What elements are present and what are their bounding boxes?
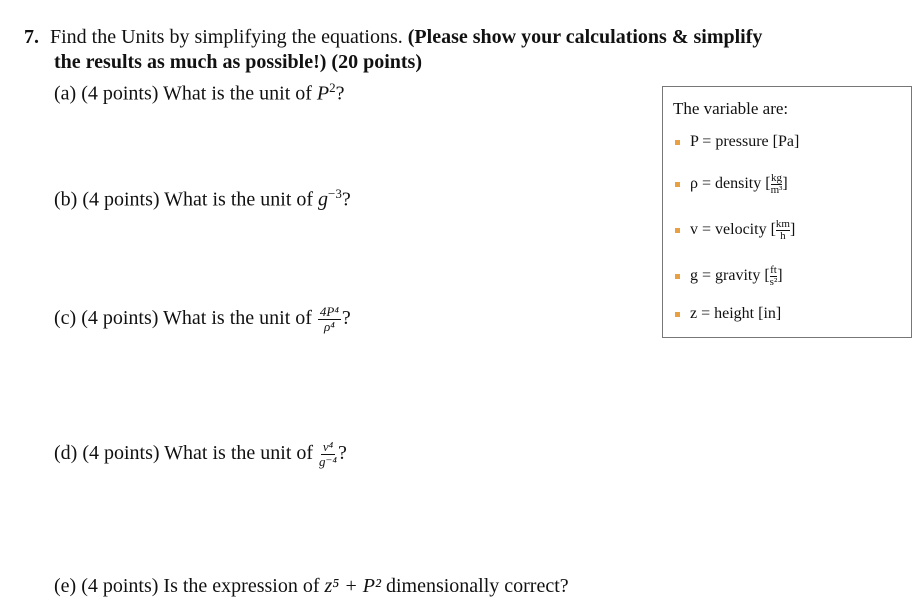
variable-text: z = height [in] [690,305,782,322]
variables-heading: The variable are: [673,99,789,118]
bracket: ] [789,221,796,239]
part-b-label: (b) (4 points) What is the unit of [54,188,314,211]
bracket: ] [777,267,783,285]
part-c-fraction [318,305,341,334]
variable-item [675,219,795,242]
bullet-icon [675,228,680,233]
variable-text: ρ = density [ [690,175,771,193]
part-d-fraction [319,440,337,469]
numerator: kg [770,172,782,184]
variable-item [675,265,783,288]
part-c-suffix: ? [341,307,351,330]
part-a [54,80,345,106]
part-b-exp: −3 [328,186,342,201]
numerator: km [775,218,790,230]
bullet-icon [675,274,680,279]
bullet-icon [675,140,680,145]
part-c [54,305,351,334]
part-e [54,575,569,598]
denominator: s² [769,276,778,288]
denominator: m³ [770,184,783,196]
part-a-suffix: ? [335,82,345,105]
part-d [54,440,347,469]
unit-fraction [771,173,783,196]
variable-text: v = velocity [ [690,221,776,239]
unit-fraction [776,219,790,242]
part-b-suffix: ? [341,188,351,211]
variable-text: P = pressure [Pa] [690,133,800,150]
variables-box [662,86,912,338]
bullet-icon [675,312,680,317]
part-c-label: (c) (4 points) What is the unit of [54,307,312,330]
denominator: g⁻⁴ [319,454,337,469]
numerator: v⁴ [322,439,334,454]
part-a-expr: P [316,82,330,105]
part-e-suffix: dimensionally correct? [385,575,569,597]
variable-item [675,133,799,151]
bracket: ] [782,175,788,193]
numerator: ft [770,264,777,276]
denominator: h [780,230,786,242]
variable-text: g = gravity [ [690,267,770,285]
bullet-icon [675,182,680,187]
question-instruction: (Please show your calculations & simplify [407,26,763,48]
denominator: ρ⁴ [324,319,335,334]
question-instruction-2: the results as much as possible!) (20 points) [54,51,422,73]
question-header [24,26,762,49]
variable-item [675,173,788,196]
question-intro: Find the Units by simplifying the equations. [50,26,403,48]
part-a-label: (a) (4 points) What is the unit of [54,82,312,105]
numerator: 4P⁴ [319,304,339,319]
question-number: 7. [24,26,39,48]
part-b-expr: g [318,188,329,211]
part-e-label: (e) (4 points) Is the expression of [54,575,320,597]
variable-item [675,305,781,323]
part-a-exp: 2 [329,80,336,95]
part-d-suffix: ? [337,442,347,465]
part-e-expr: z⁵ + P² [324,575,381,597]
part-d-label: (d) (4 points) What is the unit of [54,442,314,465]
part-b [54,186,351,212]
